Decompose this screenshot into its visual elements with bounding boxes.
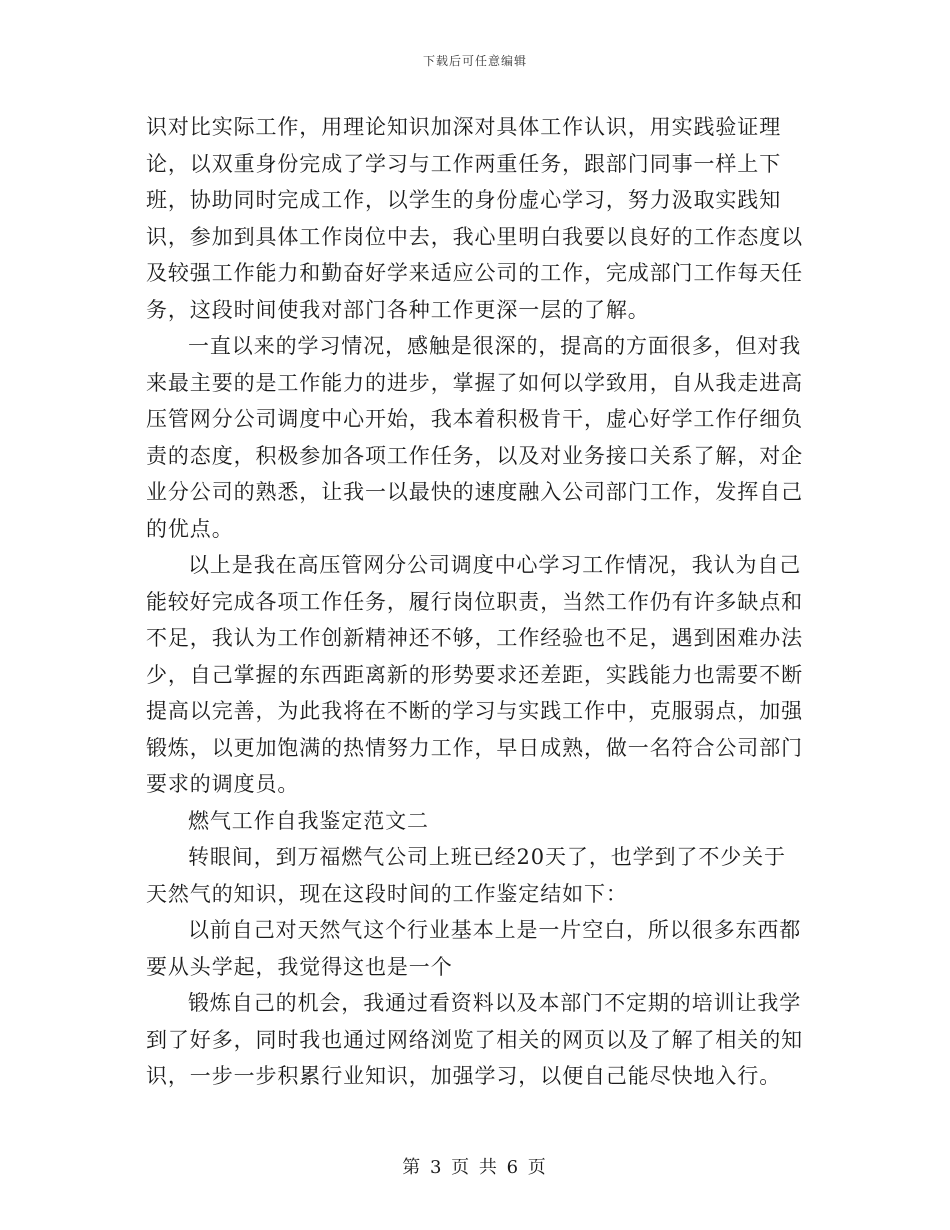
paragraph: 以前自己对天然气这个行业基本上是一片空白，所以很多东西都要从头学起，我觉得这也是一个 bbox=[146, 918, 802, 979]
paragraph-continued: 识对比实际工作，用理论知识加深对具体工作认识，用实践验证理论，以双重身份完成了学习与工作两重任务，跟部门同事一样上下班，协助同时完成工作，以学生的身份虚心学习，努力汲取实践知识，参加到具体工作岗位中去，我心里明白我要以良好的工作态度以及较强工作能力和勤奋好学来适应公司的工作，完成部门工作每天任务，这段时间使我对部门各种工作更深一层的了解。 bbox=[146, 115, 803, 322]
page-header: 下载后可任意编辑 bbox=[422, 54, 527, 68]
paragraph: 转眼间，到万福燃气公司上班已经20天了，也学到了不少关于天然气的知识，现在这段时间的工作鉴定结如下： bbox=[146, 845, 786, 906]
paragraph: 锻炼自己的机会，我通过看资料以及本部门不定期的培训让我学到了好多，同时我也通过网络浏览了相关的网页以及了解了相关的知识，一步一步积累行业知识，加强学习，以便自己能尽快地入行。 bbox=[146, 991, 803, 1088]
page-footer: 第 3 页 共 6 页 bbox=[402, 1157, 548, 1178]
paragraph: 以上是我在高压管网分公司调度中心学习工作情况，我认为自己能较好完成各项工作任务，履行岗位职责，当然工作仍有许多缺点和不足，我认为工作创新精神还不够，工作经验也不足，遇到困难办法少，自己掌握的东西距离新的形势要求还差距，实践能力也需要不断提高以完善，为此我将在不断的学习与实践工作中，克服弱点，加强锻炼，以更加饱满的热情努力工作，早日成熟，做一名符合公司部门要求的调度员。 bbox=[146, 553, 803, 796]
document-body bbox=[146, 109, 806, 1095]
section-heading: 燃气工作自我鉴定范文二 bbox=[188, 808, 429, 833]
paragraph: 一直以来的学习情况，感触是很深的，提高的方面很多，但对我来最主要的是工作能力的进步，掌握了如何以学致用，自从我走进高压管网分公司调度中心开始，我本着积极肯干，虚心好学工作仔细负责的态度，积极参加各项工作任务，以及对业务接口关系了解，对企业分公司的熟悉，让我一以最快的速度融入公司部门工作，发挥自己的优点。 bbox=[146, 334, 803, 541]
